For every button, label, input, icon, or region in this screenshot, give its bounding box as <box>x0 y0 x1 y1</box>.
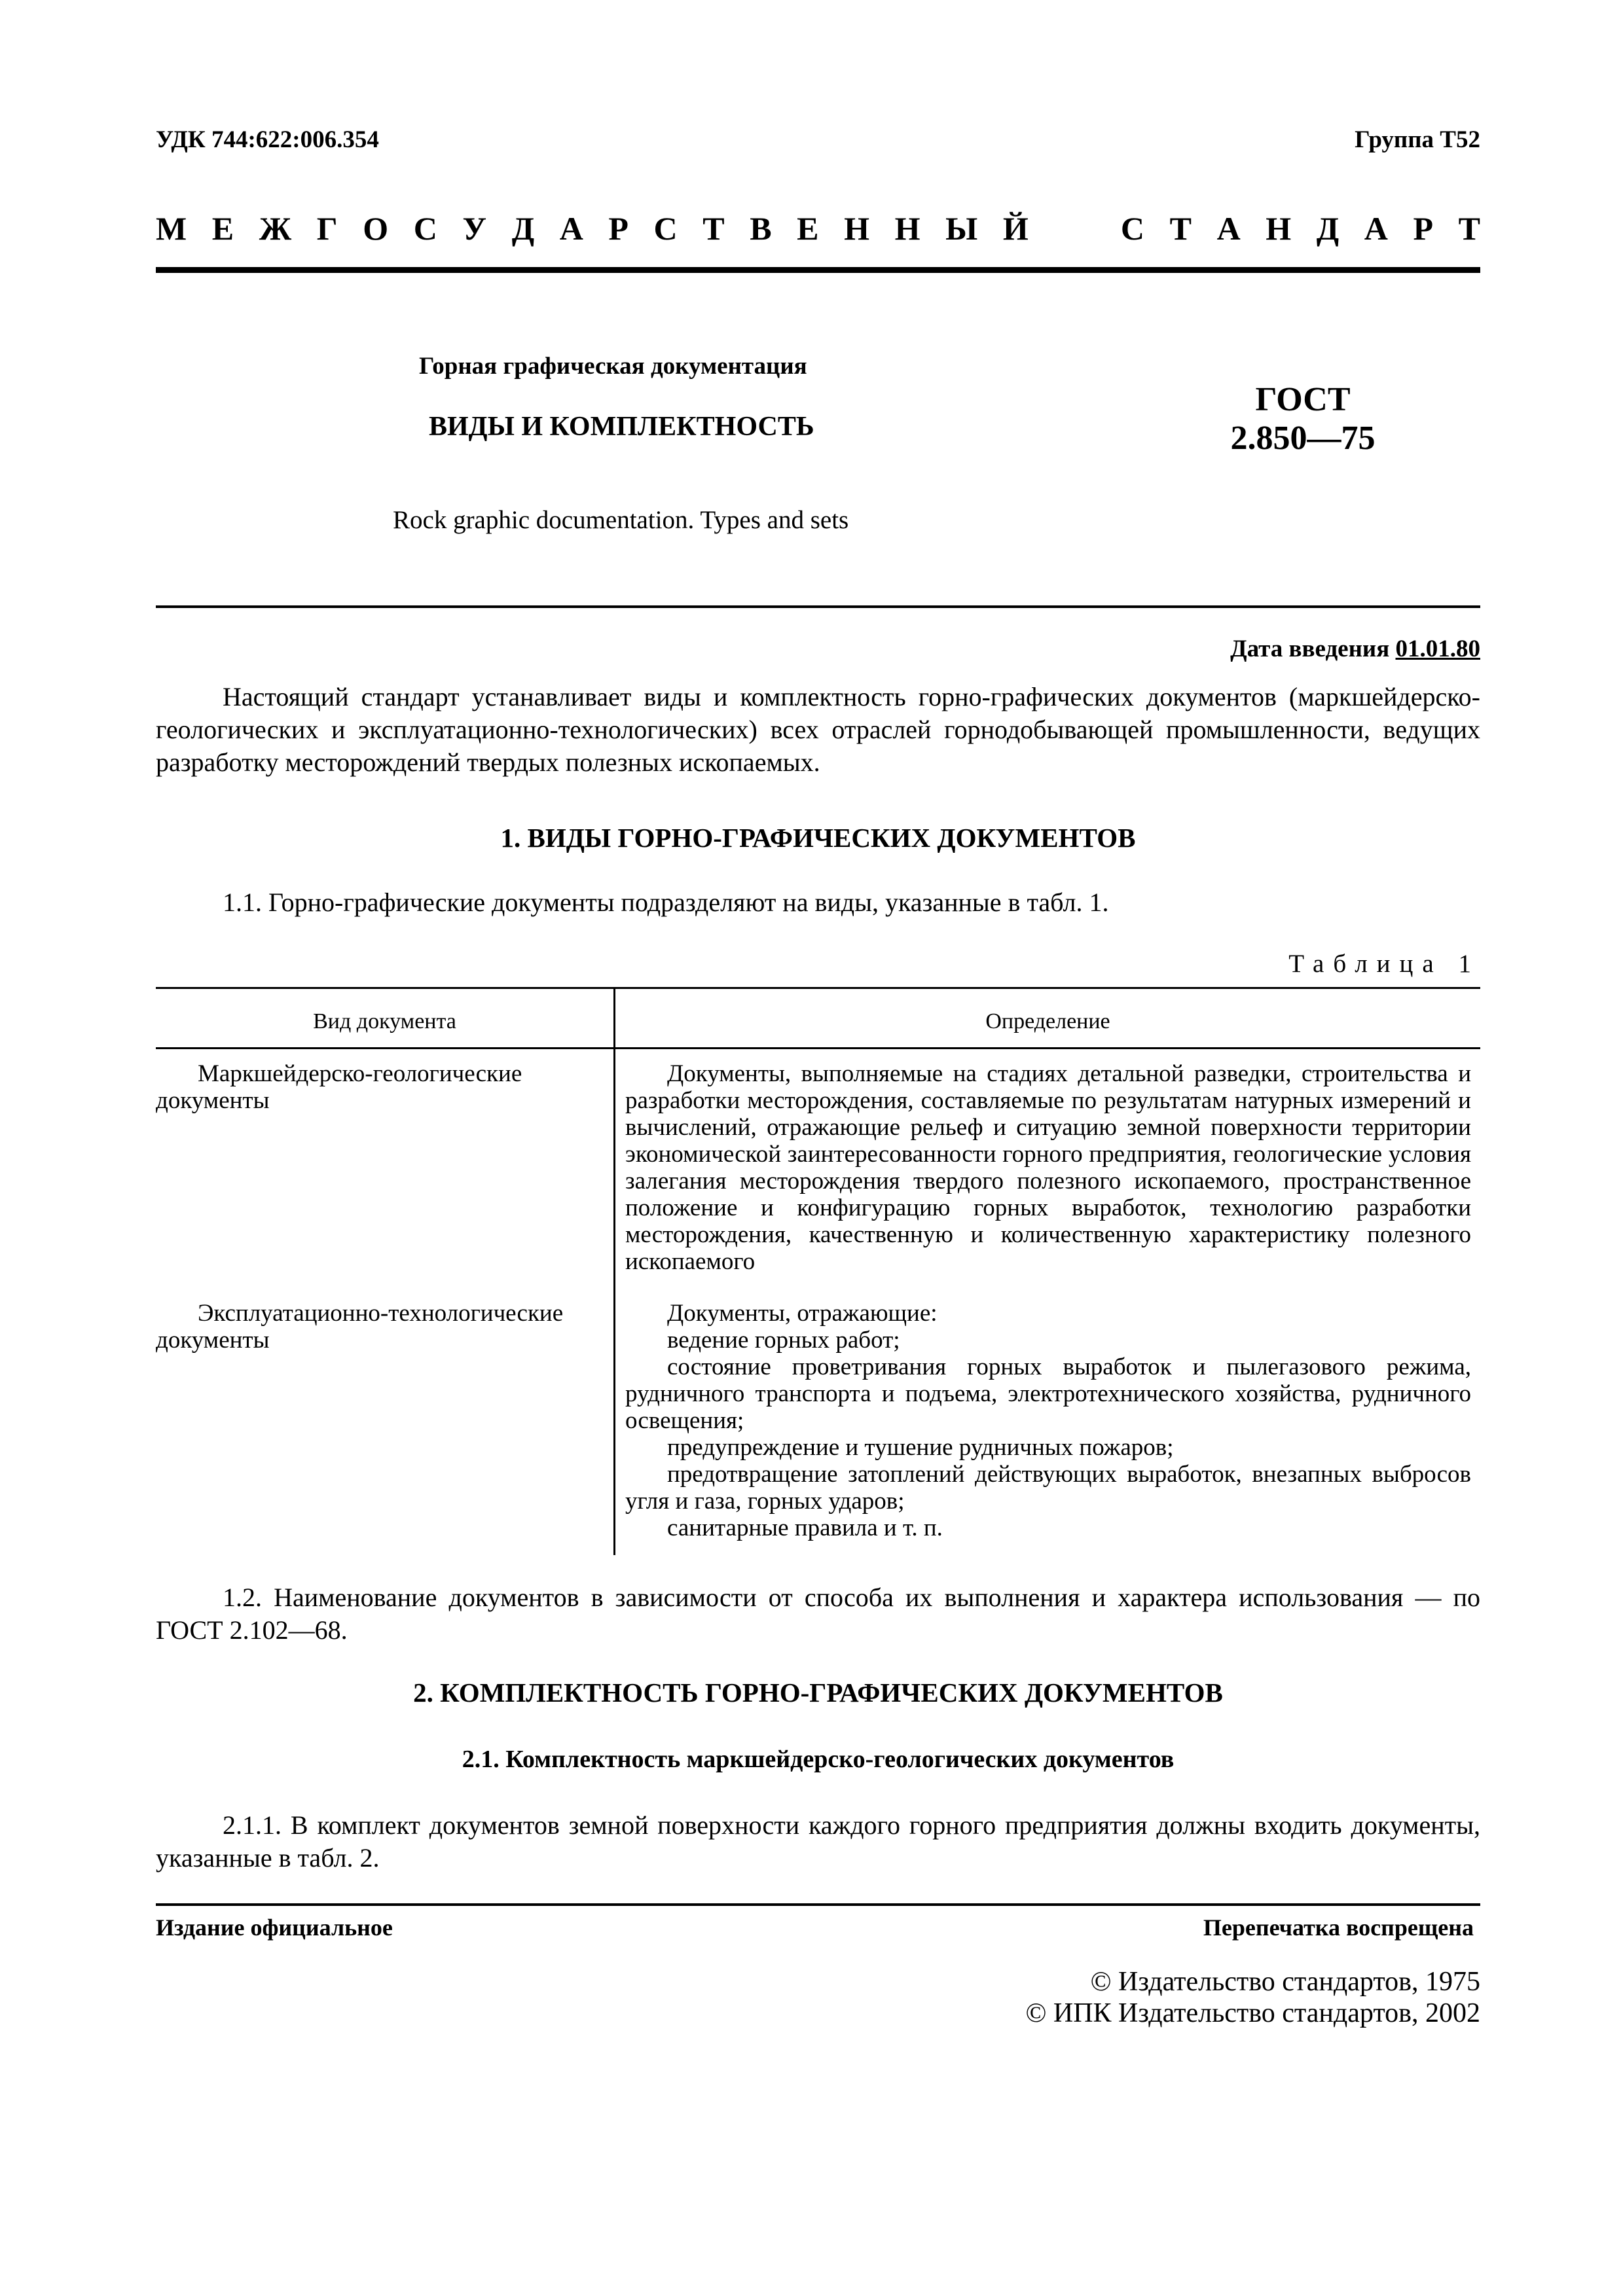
banner-letter: Д <box>511 210 535 247</box>
footer-divider <box>156 1903 1480 1906</box>
banner-letter: Н <box>894 210 921 247</box>
udk-code: УДК 744:622:006.354 <box>156 126 379 153</box>
table-row-1-definition: Документы, выполняемые на стадиях детальной разведки, строительства и разработки месторождения, составляемые по результатам натурных измерений и вычислений, отражающие рельеф и ситуацию земной поверхности территории экономической заинтересованности горного предприятия, геологические условия залегания месторождения твердого полезного ископаемого, пространственное положение и конфигурацию горных выработок, технологию разработки месторождения, качественную и количественную характеристику полезного ископаемого <box>625 1060 1471 1275</box>
banner-letter: У <box>462 210 487 247</box>
banner-letter: Г <box>316 210 338 247</box>
banner-letter: Е <box>797 210 819 247</box>
banner-letter: Н <box>844 210 870 247</box>
banner-letter: С <box>653 210 678 247</box>
table-header-definition: Определение <box>985 1009 1110 1033</box>
date-value: 01.01.80 <box>1395 636 1480 662</box>
section-2-heading: 2. КОМПЛЕКТНОСТЬ ГОРНО-ГРАФИЧЕСКИХ ДОКУМЕНТОВ <box>413 1677 1223 1708</box>
banner-word-gap <box>1053 209 1095 247</box>
gost-designation <box>1218 381 1388 458</box>
definition-line: санитарные правила и т. п. <box>667 1515 943 1541</box>
subsection-2-1-heading: 2.1. Комплектность маркшейдерско-геологических документов <box>462 1746 1175 1773</box>
group-code: Группа Т52 <box>1355 126 1480 153</box>
definition-line: предупреждение и тушение рудничных пожаров; <box>667 1434 1174 1461</box>
title-divider <box>156 605 1480 608</box>
banner-letter: О <box>363 210 389 247</box>
table-row-1-type: Маркшейдерско-геологические документы <box>156 1060 522 1114</box>
introduction-date <box>1230 635 1480 663</box>
banner-letter: А <box>1364 210 1388 247</box>
reprint-prohibited-label: Перепечатка воспрещена <box>1203 1914 1474 1941</box>
banner-letter: Р <box>1413 210 1434 247</box>
paragraph-2-1-1: 2.1.1. В комплект документов земной поверхности каждого горного предприятия должны входить документы, указанные в табл. 2. <box>156 1810 1480 1873</box>
table-row-2-definition <box>625 1300 1471 1541</box>
banner-letter: Р <box>608 210 629 247</box>
definition-line: предотвращение затоплений действующих выработок, внезапных выбросов угля и газа, горных ударов; <box>625 1461 1471 1515</box>
banner-letter: Ж <box>259 210 292 247</box>
banner-letter: М <box>156 210 187 247</box>
banner-letter: Т <box>1458 210 1480 247</box>
banner-letter: Т <box>1169 210 1192 247</box>
section-1-heading: 1. ВИДЫ ГОРНО-ГРАФИЧЕСКИХ ДОКУМЕНТОВ <box>500 823 1136 853</box>
banner-letter: А <box>559 210 583 247</box>
banner-letter: В <box>750 210 772 247</box>
doc-title: ВИДЫ И КОМПЛЕКТНОСТЬ <box>429 412 814 442</box>
date-label: Дата введения <box>1230 636 1390 662</box>
table-1-caption: Таблица 1 <box>1288 950 1480 978</box>
banner-letter: А <box>1216 210 1241 247</box>
definition-line: ведение горных работ; <box>667 1327 900 1354</box>
gost-label: ГОСТ <box>1255 381 1351 418</box>
banner-letter: Е <box>211 210 234 247</box>
header-divider <box>156 267 1480 273</box>
banner-letter: Н <box>1266 210 1292 247</box>
banner-letter: Ы <box>945 210 978 247</box>
table-row-2-type: Эксплуатационно-технологические документы <box>156 1300 564 1354</box>
standard-banner <box>156 209 1480 247</box>
banner-letter: С <box>1120 210 1145 247</box>
definition-line: Документы, отражающие: <box>667 1300 938 1327</box>
copyright-2002: © ИПК Издательство стандартов, 2002 <box>1025 1998 1480 2028</box>
banner-letter: Й <box>1002 210 1029 247</box>
banner-letter: С <box>413 210 437 247</box>
table-column-divider <box>613 987 615 1555</box>
definition-line: состояние проветривания горных выработок и пылегазового режима, рудничного транспорта и подъема, электротехнического хозяйства, рудничного освещения; <box>625 1354 1471 1434</box>
gost-number: 2.850—75 <box>1230 419 1376 457</box>
table-header-type: Вид документа <box>313 1009 456 1033</box>
official-edition-label: Издание официальное <box>156 1914 393 1941</box>
paragraph-1-1: 1.1. Горно-графические документы подразделяют на виды, указанные в табл. 1. <box>223 888 1109 917</box>
paragraph-1-2: 1.2. Наименование документов в зависимости от способа их выполнения и характера использования — по ГОСТ 2.102—68. <box>156 1583 1480 1645</box>
intro-paragraph: Настоящий стандарт устанавливает виды и комплектность горно-графических документов (маркшейдерско-геологических и эксплуатационно-технологических) всех отраслей горнодобывающей промышленности, ведущих разработку месторождений твердых полезных ископаемых. <box>156 682 1480 777</box>
copyright-1975: © Издательство стандартов, 1975 <box>1090 1967 1480 1997</box>
banner-letter: Д <box>1316 210 1340 247</box>
table-header-border <box>156 1047 1480 1049</box>
banner-letter: Т <box>702 210 725 247</box>
doc-title-english: Rock graphic documentation. Types and sets <box>393 506 849 534</box>
doc-category: Горная графическая документация <box>419 353 807 380</box>
table-top-border <box>156 987 1480 989</box>
